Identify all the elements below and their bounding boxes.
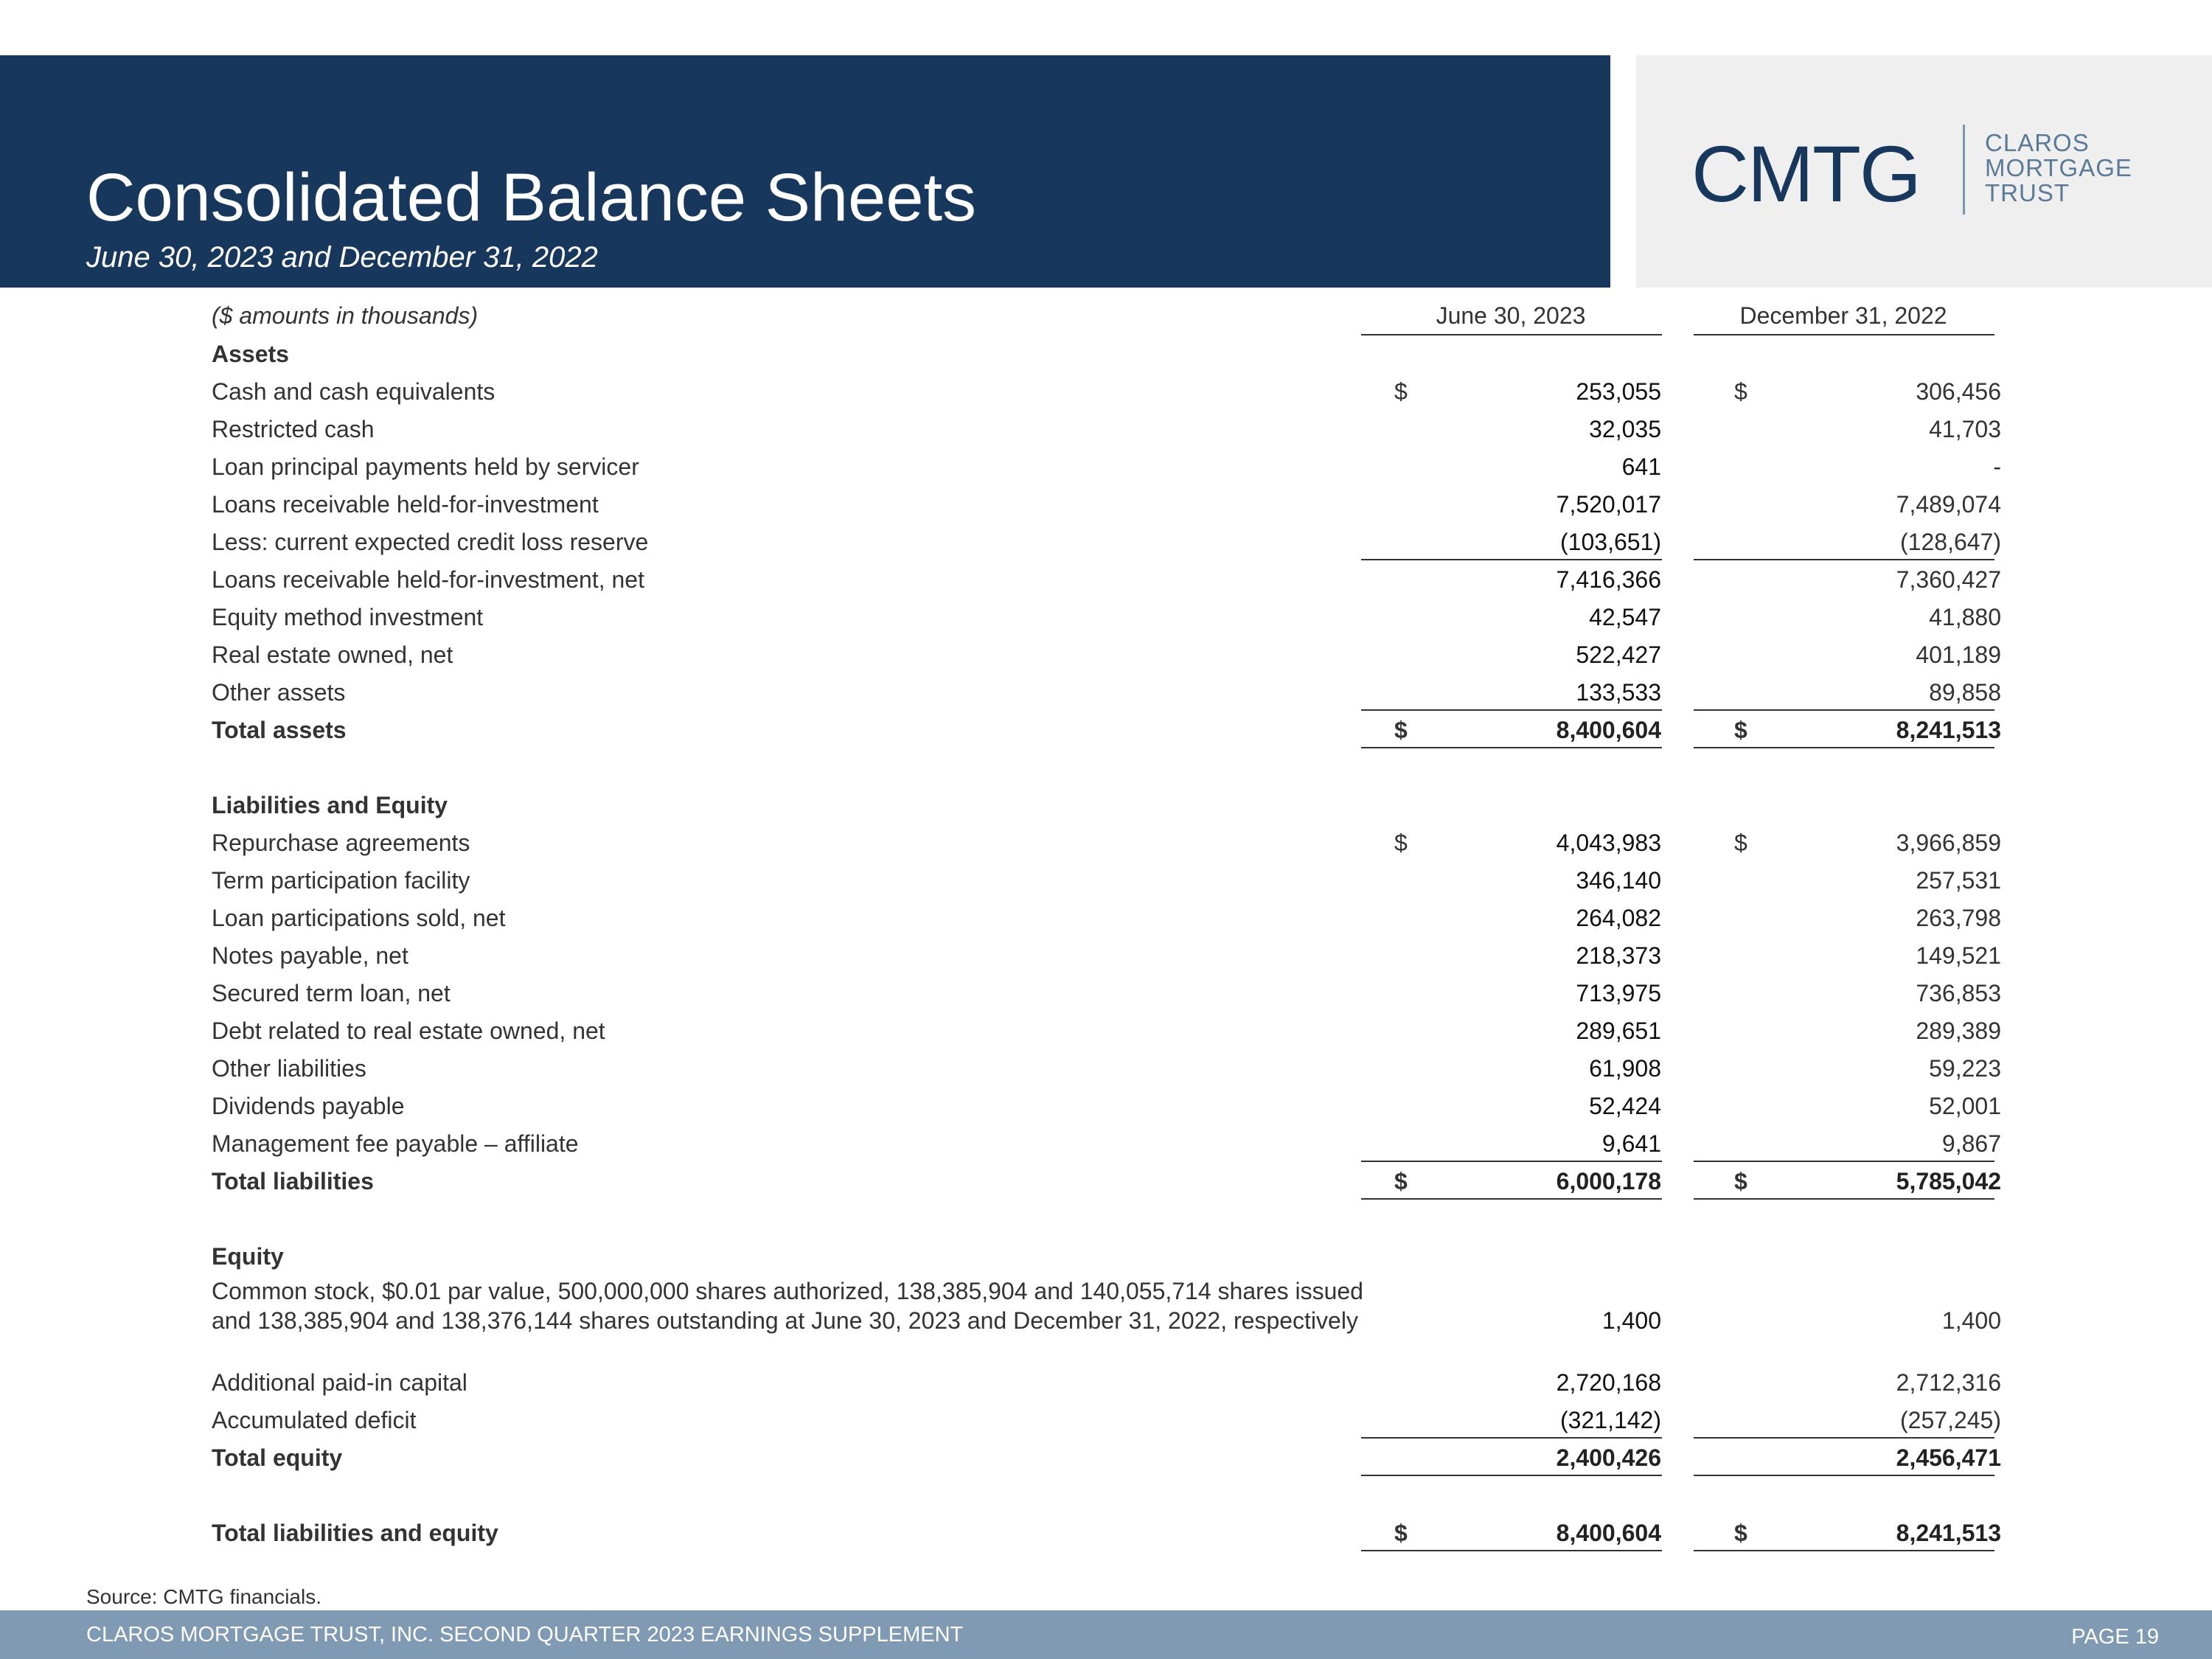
cell-december-2022: (257,245) (1900, 1407, 2001, 1433)
row-label: Additional paid-in capital (212, 1369, 467, 1396)
cell-june-2023: 42,547 (1589, 604, 1661, 630)
cell-june-2023: 1,400 (1601, 1307, 1661, 1334)
cell-june-2023: 289,651 (1576, 1018, 1661, 1044)
subtotal-rule (1694, 1161, 1994, 1162)
cell-june-2023: (103,651) (1560, 529, 1661, 555)
cell-june-2023: 522,427 (1576, 641, 1661, 668)
currency-symbol: $ (1734, 378, 1747, 405)
page-title: Consolidated Balance Sheets (86, 160, 977, 235)
column-header-june-2023: June 30, 2023 (1436, 302, 1586, 329)
logo-panel (1636, 55, 2212, 288)
cell-december-2022: 401,189 (1916, 641, 2001, 668)
units-note: ($ amounts in thousands) (212, 302, 479, 329)
subtotal-rule (1361, 1437, 1662, 1439)
total-rule (1361, 747, 1662, 748)
total-rule (1694, 1198, 1994, 1200)
cell-june-2023: 264,082 (1576, 905, 1661, 931)
cell-december-2022: 1,400 (1941, 1307, 2001, 1334)
cell-june-2023: 133,533 (1576, 679, 1661, 706)
row-label: Accumulated deficit (212, 1407, 417, 1433)
currency-symbol: $ (1734, 1168, 1747, 1194)
cell-june-2023: 61,908 (1589, 1055, 1661, 1082)
cell-december-2022: 41,880 (1929, 604, 2001, 630)
subtotal-rule (1361, 709, 1662, 711)
row-label: Management fee payable – affiliate (212, 1130, 579, 1157)
cell-december-2022: 3,966,859 (1896, 830, 2001, 856)
cell-june-2023: 7,416,366 (1556, 566, 1661, 593)
total-rule (1361, 1475, 1662, 1476)
subtotal-rule (1694, 559, 1994, 560)
section-heading-liabilities-equity: Liabilities and Equity (212, 792, 448, 818)
cell-december-2022: 89,858 (1929, 679, 2001, 706)
cell-december-2022: 257,531 (1916, 867, 2001, 894)
section-heading-equity: Equity (212, 1243, 284, 1270)
footer-text: CLAROS MORTGAGE TRUST, INC. SECOND QUARTER 2023 EARNINGS SUPPLEMENT (86, 1623, 964, 1646)
currency-symbol: $ (1394, 1520, 1408, 1546)
cell-december-2022: 7,360,427 (1896, 566, 2001, 593)
row-label: Real estate owned, net (212, 641, 453, 668)
total-row-label: Total liabilities (212, 1168, 374, 1194)
logo-wordmark (1985, 131, 2206, 206)
row-label: Loan principal payments held by servicer (212, 453, 639, 480)
cell-june-2023: 7,520,017 (1556, 491, 1661, 518)
row-label: Dividends payable (212, 1093, 405, 1119)
row-label: Term participation facility (212, 867, 470, 894)
row-label: Secured term loan, net (212, 980, 451, 1006)
page-subtitle: June 30, 2023 and December 31, 2022 (86, 241, 598, 274)
total-rule (1694, 1475, 1994, 1476)
currency-symbol: $ (1734, 830, 1747, 856)
cell-december-2022: (128,647) (1900, 529, 2001, 555)
cell-june-2023: 32,035 (1589, 416, 1661, 442)
currency-symbol: $ (1394, 378, 1408, 405)
row-label: Other liabilities (212, 1055, 366, 1082)
grand-total-cell-june-2023: 8,400,604 (1556, 1520, 1661, 1546)
row-label: Less: current expected credit loss reserve (212, 529, 649, 555)
cell-december-2022: 736,853 (1916, 980, 2001, 1006)
cell-june-2023: 52,424 (1589, 1093, 1661, 1119)
logo-line: CLAROS (1985, 129, 2090, 156)
cell-june-2023: 253,055 (1576, 378, 1661, 405)
subtotal-rule (1361, 1161, 1662, 1162)
total-cell-june-2023: 8,400,604 (1556, 717, 1661, 743)
page-number: PAGE 19 (2071, 1625, 2159, 1649)
cell-june-2023: 641 (1621, 453, 1661, 480)
total-rule (1694, 747, 1994, 748)
row-label: Equity method investment (212, 604, 484, 630)
subtotal-rule (1694, 1437, 1994, 1439)
subtotal-rule (1694, 709, 1994, 711)
subtotal-rule (1361, 559, 1662, 560)
row-label-common-stock: Common stock, $0.01 par value, 500,000,000 shares authorized, 138,385,904 and 140,055,714 shares issued and 138,385,904 and 138,376,144 shares outstanding at June 30, 2023 and December 31, 2022, respectively (212, 1278, 1363, 1334)
cell-december-2022: 41,703 (1929, 416, 2001, 442)
total-cell-june-2023: 6,000,178 (1556, 1168, 1661, 1194)
cell-june-2023: 346,140 (1576, 867, 1661, 894)
cell-december-2022: - (1993, 453, 2001, 480)
total-cell-june-2023: 2,400,426 (1556, 1444, 1661, 1471)
footer-bar (0, 1610, 2212, 1659)
cell-december-2022: 263,798 (1916, 905, 2001, 931)
grand-total-cell-december-2022: 8,241,513 (1896, 1520, 2001, 1546)
row-label: Other assets (212, 679, 346, 706)
currency-symbol: $ (1394, 830, 1408, 856)
column-header-rule (1694, 334, 1994, 335)
cell-december-2022: 9,867 (1941, 1130, 2001, 1157)
row-label: Loans receivable held-for-investment, net (212, 566, 644, 593)
cell-december-2022: 306,456 (1916, 378, 2001, 405)
cell-december-2022: 149,521 (1916, 942, 2001, 969)
logo-mark: CMTG (1691, 129, 1920, 218)
total-cell-december-2022: 5,785,042 (1896, 1168, 2001, 1194)
column-header-rule (1361, 334, 1662, 335)
cell-june-2023: 9,641 (1601, 1130, 1661, 1157)
section-heading-assets: Assets (212, 341, 289, 367)
cell-june-2023: 713,975 (1576, 980, 1661, 1006)
row-label: Loans receivable held-for-investment (212, 491, 599, 518)
logo-line: TRUST (1985, 179, 2070, 206)
total-cell-december-2022: 8,241,513 (1896, 717, 2001, 743)
cell-december-2022: 7,489,074 (1896, 491, 2001, 518)
currency-symbol: $ (1734, 717, 1747, 743)
logo-line: MORTGAGE (1985, 154, 2132, 181)
cell-june-2023: 2,720,168 (1556, 1369, 1661, 1396)
row-label: Restricted cash (212, 416, 375, 442)
row-label: Debt related to real estate owned, net (212, 1018, 605, 1044)
currency-symbol: $ (1394, 717, 1408, 743)
total-row-label: Total equity (212, 1444, 343, 1471)
column-header-december-2022: December 31, 2022 (1739, 302, 1947, 329)
total-row-label: Total assets (212, 717, 347, 743)
total-rule (1361, 1550, 1662, 1551)
row-label: Loan participations sold, net (212, 905, 506, 931)
currency-symbol: $ (1394, 1168, 1408, 1194)
cell-december-2022: 2,712,316 (1896, 1369, 2001, 1396)
cell-december-2022: 59,223 (1929, 1055, 2001, 1082)
currency-symbol: $ (1734, 1520, 1747, 1546)
total-cell-december-2022: 2,456,471 (1896, 1444, 2001, 1471)
cell-june-2023: (321,142) (1560, 1407, 1661, 1433)
source-note: Source: CMTG financials. (86, 1585, 321, 1608)
total-rule (1694, 1550, 1994, 1551)
total-rule (1361, 1198, 1662, 1200)
cell-june-2023: 218,373 (1576, 942, 1661, 969)
row-label: Notes payable, net (212, 942, 408, 969)
cell-june-2023: 4,043,983 (1556, 830, 1661, 856)
grand-total-row-label: Total liabilities and equity (212, 1520, 498, 1546)
cell-december-2022: 52,001 (1929, 1093, 2001, 1119)
logo-divider (1963, 125, 1965, 215)
row-label: Cash and cash equivalents (212, 378, 495, 405)
cell-december-2022: 289,389 (1916, 1018, 2001, 1044)
row-label: Repurchase agreements (212, 830, 470, 856)
